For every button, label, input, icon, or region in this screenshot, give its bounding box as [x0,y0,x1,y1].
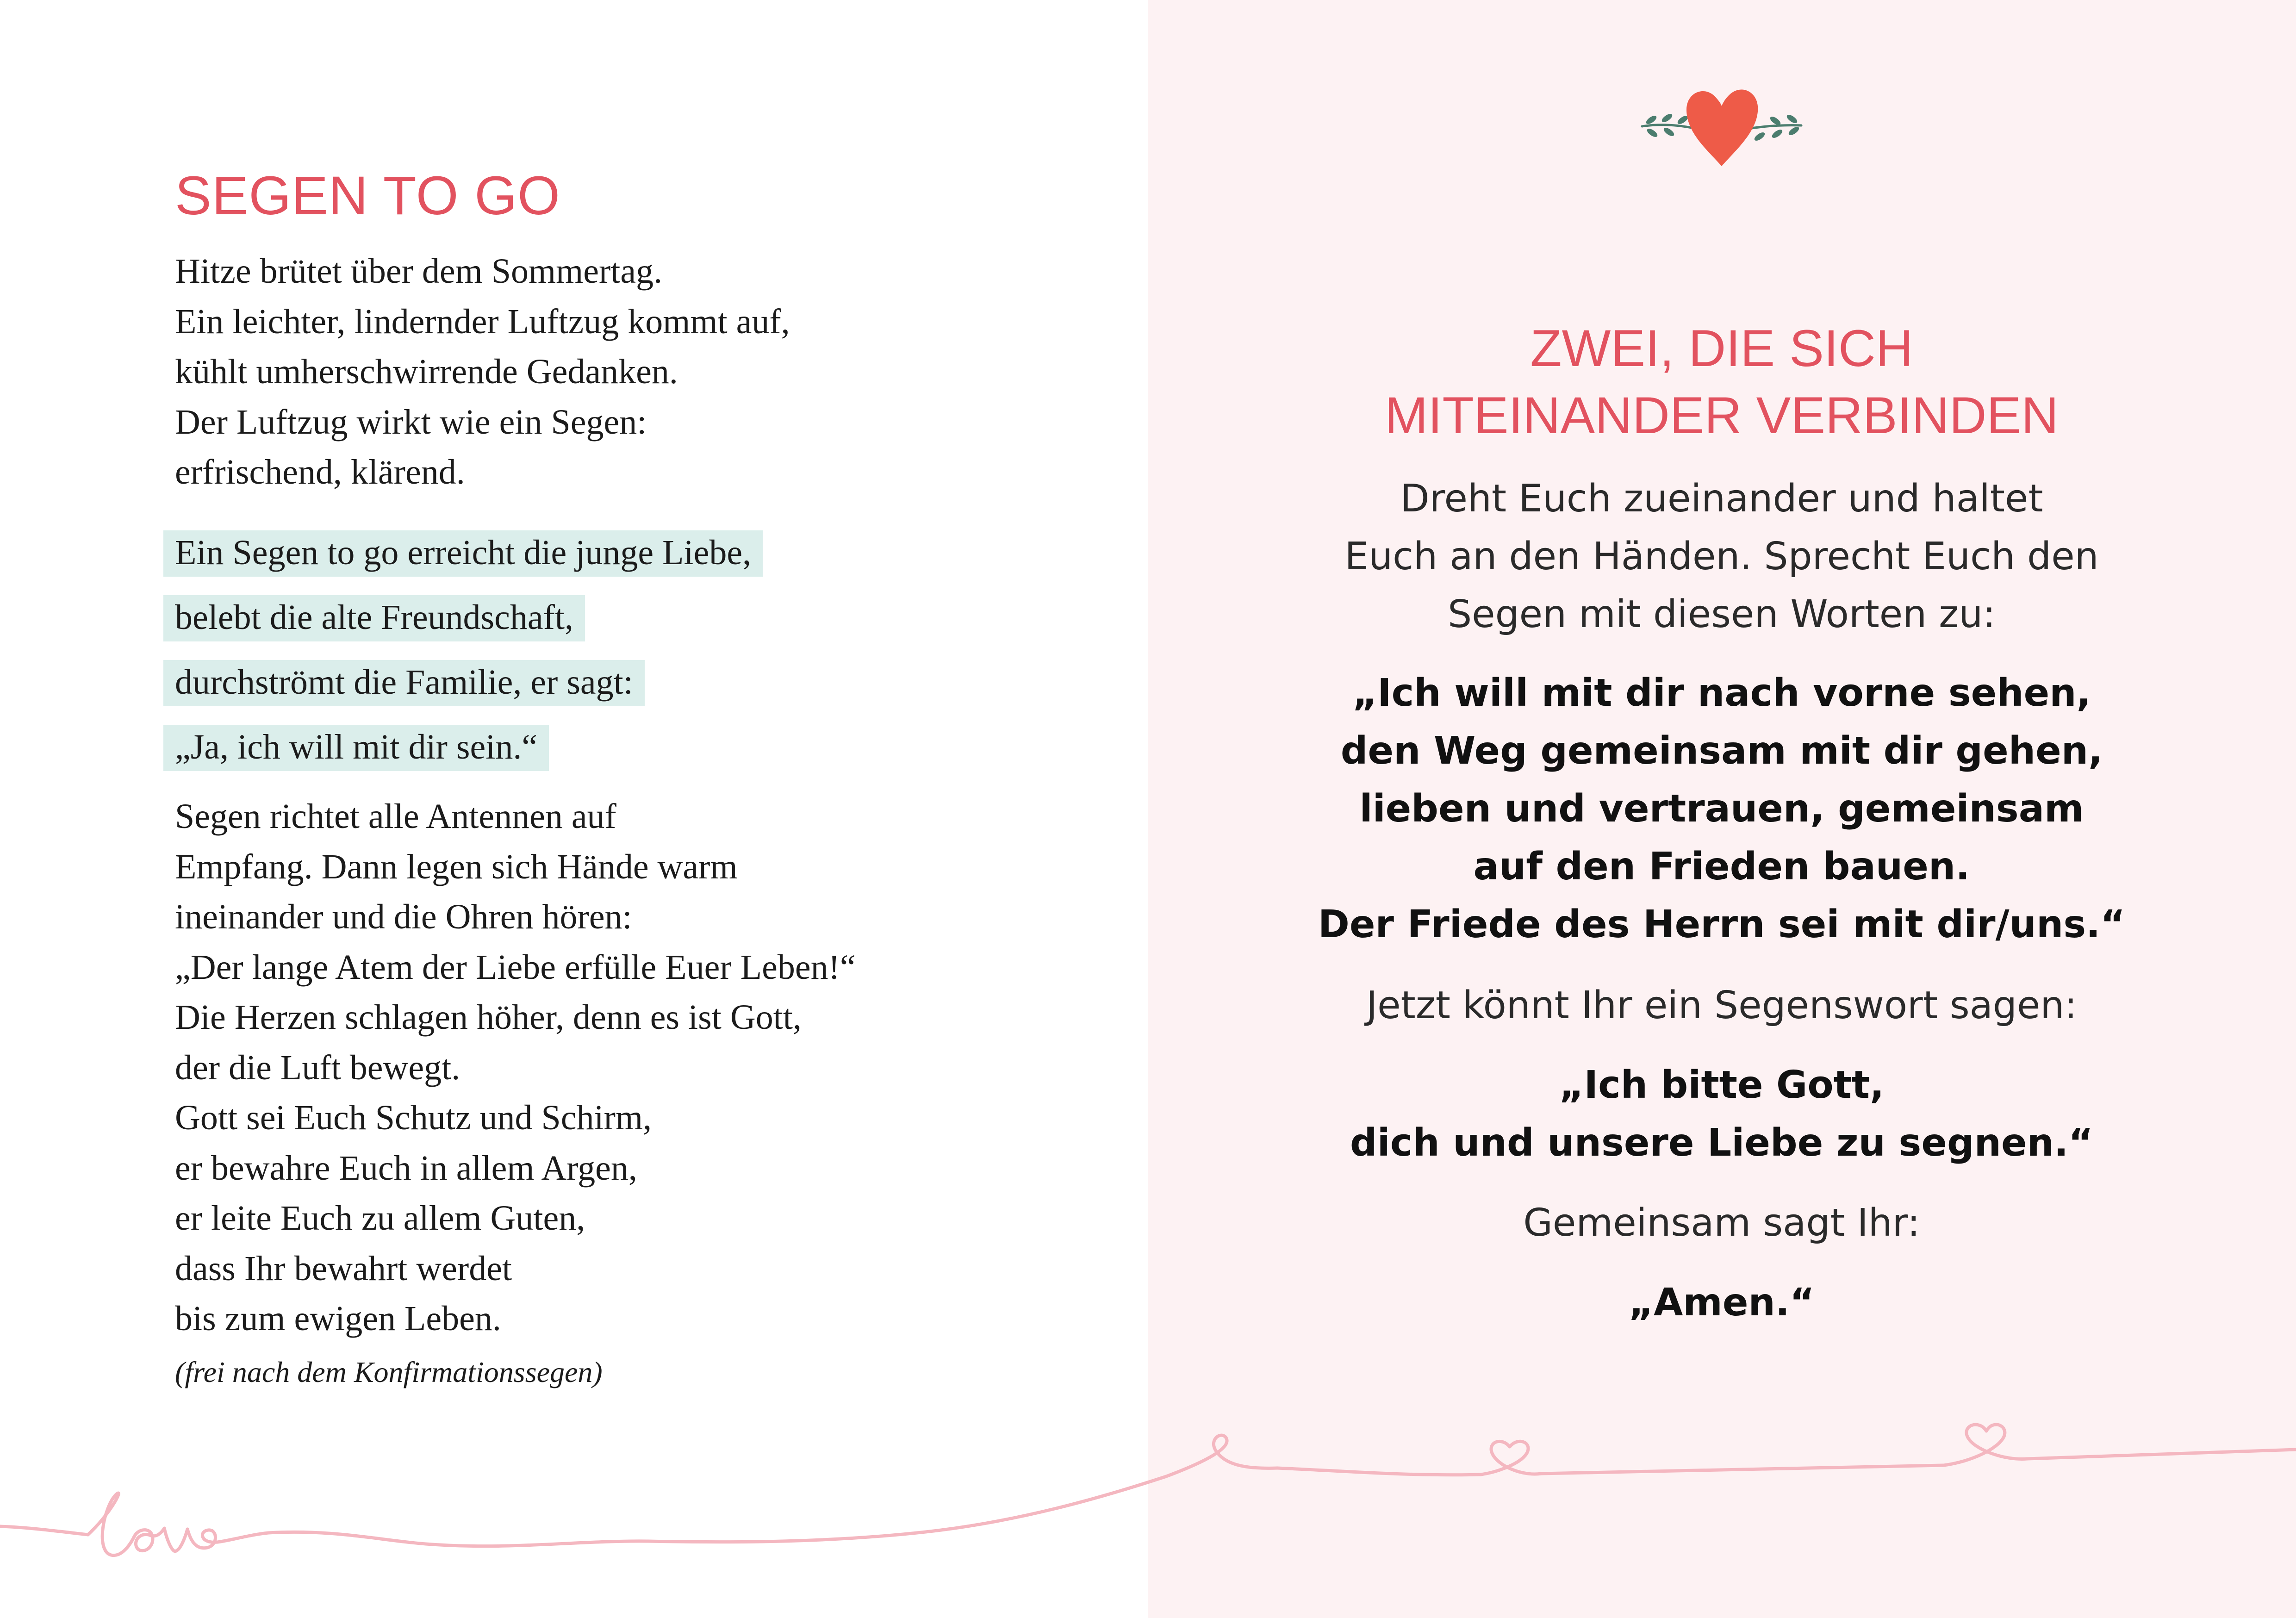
text-line: Gott sei Euch Schutz und Schirm, [175,1098,652,1137]
source-credit: (frei nach dem Konfirmationssegen) [175,1356,603,1388]
instruction-paragraph [1203,470,2240,643]
quote-line: „Ich will mit dir nach vorne sehen, [1352,671,2091,715]
text-line: Hitze brütet über dem Sommertag. [175,252,663,291]
love-script-icon [88,1493,268,1556]
highlighted-line: durchströmt die Familie, er sagt: [163,660,645,706]
text-line: „Der lange Atem der Liebe erfülle Euer Leben!“ [175,947,856,987]
right-page-title [1203,315,2240,449]
highlighted-line: Ein Segen to go erreicht die junge Liebe, [163,530,763,577]
text-line: Dreht Euch zueinander und haltet [1400,477,2043,521]
heart-icon [1686,89,1758,166]
quote-line: den Weg gemeinsam mit dir gehen, [1340,729,2103,773]
heart-loop-icon [1481,1441,1541,1475]
left-page-title: SEGEN TO GO [175,165,560,226]
text-line: er leite Euch zu allem Guten, [175,1199,585,1238]
text-line: Ein leichter, lindernder Luftzug kommt auf, [175,302,790,341]
highlighted-line: belebt die alte Freundschaft, [163,595,585,641]
text-line: Der Luftzug wirkt wie ein Segen: [175,402,647,442]
text-line: Empfang. Dann legen sich Hände warm [175,847,738,886]
quote-line: lieben und vertrauen, gemeinsam [1359,787,2084,831]
text-line: kühlt umherschwirrende Gedanken. [175,352,678,391]
heart-with-branch-icon [1638,81,1805,174]
text-line: Euch an den Händen. Sprecht Euch den [1344,535,2099,579]
instruction-line: Jetzt könnt Ihr ein Segenswort sagen: [1366,983,2078,1027]
right-page [1148,0,2296,1618]
title-line: ZWEI, DIE SICH [1530,319,1913,377]
text-line: erfrischend, klärend. [175,453,465,492]
text-line: er bewahre Euch in allem Argen, [175,1148,637,1188]
text-line: Segen mit diesen Worten zu: [1448,592,1996,636]
love-line-decoration [0,1416,2296,1618]
title-line: MITEINANDER VERBINDEN [1384,386,2059,444]
text-line: der die Luft bewegt. [175,1048,460,1087]
quote-line: auf den Frieden bauen. [1473,845,1970,889]
branch-left-icon [1642,112,1694,139]
highlighted-line: „Ja, ich will mit dir sein.“ [163,725,549,771]
quote-line: „Ich bitte Gott, [1559,1063,1885,1107]
instruction-line: Gemeinsam sagt Ihr: [1523,1201,1920,1245]
text-line: dass Ihr bewahrt werdet [175,1249,512,1288]
blessing-quote [1203,664,2240,953]
text-line: bis zum ewigen Leben. [175,1299,501,1338]
intro-paragraph [175,246,790,498]
quote-line: dich und unsere Liebe zu segnen.“ [1350,1121,2094,1165]
amen-quote: „Amen.“ [1629,1281,1815,1325]
highlighted-passage [163,530,763,790]
text-line: ineinander und die Ohren hören: [175,897,632,936]
heart-loop-icon [1944,1425,2027,1465]
quote-line: Der Friede des Herrn sei mit dir/uns.“ [1318,902,2126,946]
text-line: Die Herzen schlagen höher, denn es ist Gott, [175,998,802,1037]
prayer-quote [1203,1056,2240,1172]
text-line: Segen richtet alle Antennen auf [175,797,616,836]
blessing-paragraph [175,791,856,1344]
